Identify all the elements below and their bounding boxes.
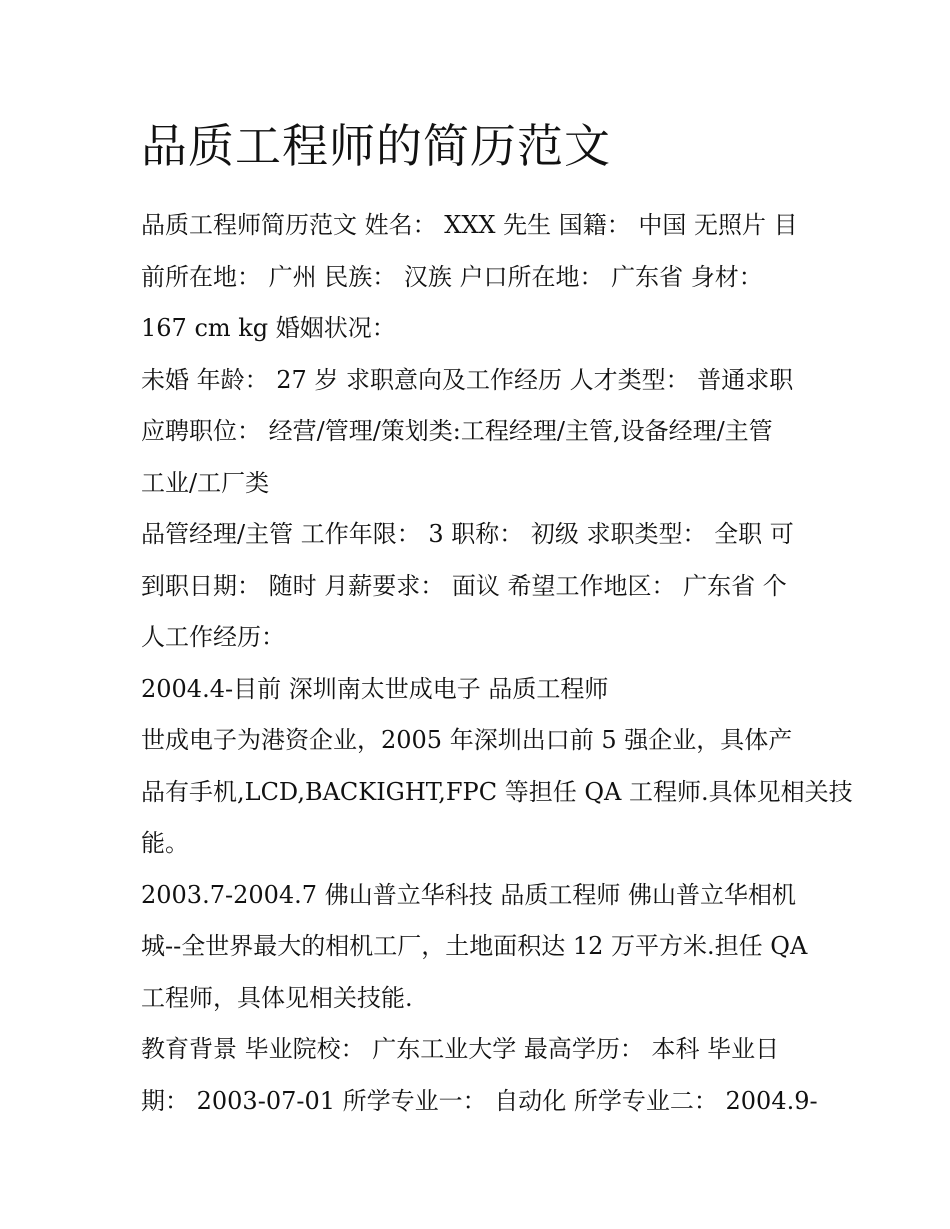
paragraph-line: 教育背景 毕业院校： 广东工业大学 最高学历： 本科 毕业日 <box>141 1035 780 1063</box>
paragraph-line: 工程师，具体见相关技能. <box>141 983 413 1012</box>
paragraph-line: 前所在地： 广州 民族： 汉族 户口所在地： 广东省 身材： <box>141 262 763 291</box>
document-body <box>141 200 853 1127</box>
paragraph-line: 期： 2003-07-01 所学专业一： 自动化 所学专业二： 2004.9- <box>141 1086 818 1115</box>
document-content <box>141 112 853 1127</box>
paragraph-line: 品有手机,LCD,BACKIGHT,FPC 等担任 QA 工程师.具体见相关技 <box>141 777 853 806</box>
paragraph-line: 2004.4-目前 深圳南太世成电子 品质工程师 <box>141 674 609 703</box>
paragraph-line: 应聘职位： 经营/管理/策划类:工程经理/主管,设备经理/主管 <box>141 417 773 445</box>
paragraph-line: 未婚 年龄： 27 岁 求职意向及工作经历 人才类型： 普通求职 <box>141 365 794 394</box>
body-paragraph <box>141 715 853 870</box>
body-paragraph <box>141 509 811 664</box>
paragraph-line: 品质工程师简历范文 姓名： XXX 先生 国籍： 中国 无照片 目 <box>141 211 798 239</box>
paragraph-line: 人工作经历： <box>141 623 285 651</box>
paragraph-line: 到职日期： 随时 月薪要求： 面议 希望工作地区： 广东省 个 <box>141 571 787 600</box>
paragraph-line: 世成电子为港资企业，2005 年深圳出口前 5 强企业，具体产 <box>141 726 793 754</box>
paragraph-line: 品管经理/主管 工作年限： 3 职称： 初级 求职类型： 全职 可 <box>141 520 794 548</box>
body-paragraph <box>141 200 811 355</box>
paragraph-line: 2003.7-2004.7 佛山普立华科技 品质工程师 佛山普立华相机 <box>141 880 796 909</box>
body-paragraph <box>141 664 811 716</box>
paragraph-line: 工业/工厂类 <box>141 468 270 497</box>
body-paragraph <box>141 870 811 1025</box>
document-title: 品质工程师的简历范文 <box>141 119 611 173</box>
body-paragraph <box>141 1024 818 1127</box>
paragraph-line: 城--全世界最大的相机工厂，土地面积达 12 万平方米.担任 QA <box>141 932 808 960</box>
paragraph-line: 能。 <box>141 829 189 857</box>
paragraph-line: 167 cm kg 婚姻状况： <box>141 314 396 342</box>
body-paragraph <box>141 355 811 510</box>
